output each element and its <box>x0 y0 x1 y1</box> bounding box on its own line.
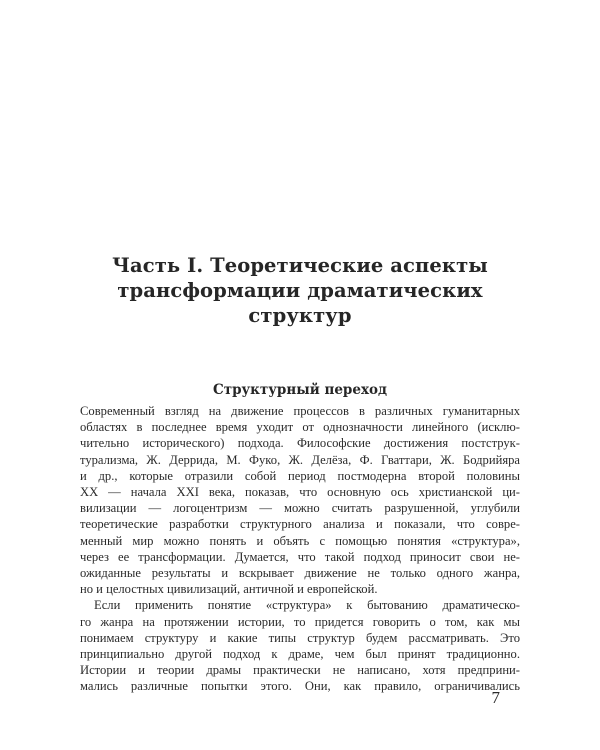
part-title <box>60 253 540 328</box>
text-line: XX — начала XXI века, показав, что основную ось христианской ци- <box>80 485 520 500</box>
text-line: но и целостных цивилизаций, античной и европейской. <box>80 582 378 597</box>
section-title: Структурный переход <box>212 382 388 398</box>
paragraph-2 <box>80 597 520 694</box>
text-line: вилизации — логоцентризм — можно считать разрушенной, углубили <box>80 501 520 516</box>
part-title-line: Часть I. Теоретические аспекты <box>112 254 488 277</box>
text-line: через ее трансформации. Думается, что такой подход приносит свои не- <box>80 549 520 564</box>
paragraph-1 <box>80 403 520 597</box>
text-line: теоретические разработки структурного анализа и показали, что совре- <box>80 517 520 532</box>
part-title-line: структур <box>248 304 352 327</box>
text-line: областях в последнее время уходит от однозначности линейного (исклю- <box>80 420 520 435</box>
body-text <box>80 403 520 695</box>
text-line: менный мир можно понять и объять с помощью понятия «структура», <box>80 533 520 548</box>
text-line: чительно исторического) подхода. Философские достижения постструк- <box>80 436 520 451</box>
text-line: Если применить понятие «структура» к бытованию драматическо- <box>94 598 520 613</box>
text-line: Современный взгляд на движение процессов в различных гуманитарных <box>80 404 520 418</box>
text-line: го жанра на протяжении истории, то придется говорить о том, как мы <box>80 614 520 629</box>
page-number: 7 <box>491 688 500 707</box>
text-line: турализма, Ж. Деррида, М. Фуко, Ж. Делёза, Ф. Гваттари, Ж. Бодрийяра <box>80 452 520 467</box>
text-line: Истории и теории драмы практически не написано, хотя предприни- <box>80 663 520 678</box>
text-line: понимаем структуру и какие типы структур будем рассматривать. Это <box>80 630 520 645</box>
text-line: ожиданные результаты и вскрывает движение не только одного жанра, <box>80 566 520 581</box>
text-line: и др., которые отразили собой период постмодерна второй половины <box>80 468 520 483</box>
part-title-line: трансформации драматических <box>117 279 483 302</box>
text-line: мались различные попытки этого. Они, как правило, ограничивались <box>80 679 520 694</box>
text-line: принципиально другой подход к драме, чем был принят традиционно. <box>80 647 520 662</box>
